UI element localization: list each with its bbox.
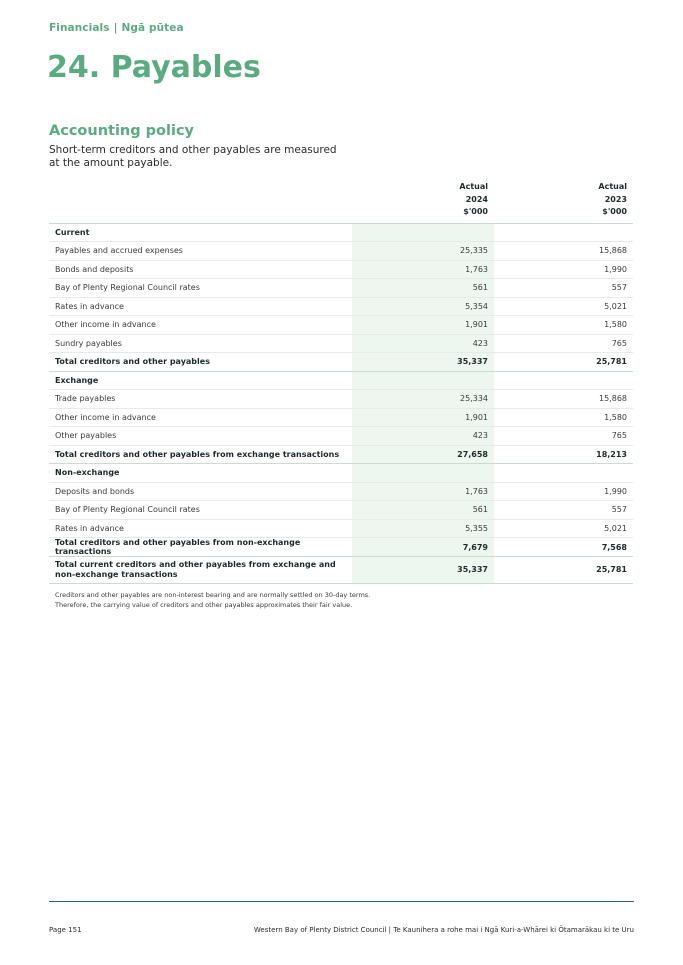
table-header-row — [49, 181, 633, 223]
value-2023: 557 — [494, 279, 633, 298]
grand-total-row — [49, 557, 633, 584]
row-label: Total creditors and other payables — [49, 353, 352, 372]
footnote-line1: Creditors and other payables are non-interest bearing and are normally settled on 30-day terms. — [55, 591, 371, 599]
value-2024: 1,763 — [352, 260, 494, 279]
row-label: Non-exchange — [49, 464, 352, 483]
row-label: Bay of Plenty Regional Council rates — [49, 279, 352, 298]
header-2023-line3: $'000 — [602, 207, 627, 216]
value-2023 — [494, 223, 633, 242]
table-row — [49, 427, 633, 446]
group-row-exchange — [49, 371, 633, 390]
row-label: Trade payables — [49, 390, 352, 409]
value-2024 — [352, 371, 494, 390]
total-row-non-exchange — [49, 538, 633, 557]
value-2024: 1,901 — [352, 316, 494, 335]
table-row — [49, 390, 633, 409]
page-number: Page 151 — [49, 926, 82, 934]
row-label: Bonds and deposits — [49, 260, 352, 279]
row-label: Sundry payables — [49, 334, 352, 353]
section-label — [49, 22, 184, 34]
table-row — [49, 242, 633, 261]
table-row — [49, 334, 633, 353]
value-2024 — [352, 223, 494, 242]
value-2023 — [494, 464, 633, 483]
footer-organisation: Western Bay of Plenty District Council | Te Kaunihera a rohe mai i Ngā Kuri-a-Whārei ki Ōtamarākau ki te Uru — [253, 926, 634, 934]
value-2023: 1,990 — [494, 260, 633, 279]
table-row — [49, 297, 633, 316]
policy-heading: Accounting policy — [49, 123, 194, 139]
row-label: Other income in advance — [49, 408, 352, 427]
value-2024: 5,355 — [352, 519, 494, 538]
row-label: Exchange — [49, 371, 352, 390]
value-2024: 35,337 — [352, 557, 494, 584]
header-2023 — [494, 181, 633, 223]
value-2024: 1,901 — [352, 408, 494, 427]
total-row-exchange — [49, 445, 633, 464]
value-2024: 423 — [352, 427, 494, 446]
value-2024: 25,334 — [352, 390, 494, 409]
table-row — [49, 316, 633, 335]
row-label: Rates in advance — [49, 297, 352, 316]
section-separator: | — [113, 22, 118, 34]
footer-divider — [49, 901, 634, 902]
value-2023: 1,580 — [494, 408, 633, 427]
value-2023: 7,568 — [494, 538, 633, 557]
value-2023: 765 — [494, 427, 633, 446]
table-row — [49, 260, 633, 279]
header-2024-line3: $'000 — [463, 207, 488, 216]
value-2023: 1,990 — [494, 482, 633, 501]
header-2024-line1: Actual — [459, 182, 488, 191]
payables-table — [49, 181, 633, 584]
row-label: Other income in advance — [49, 316, 352, 335]
header-2023-line1: Actual — [598, 182, 627, 191]
payables-table-container — [49, 181, 633, 584]
table-row — [49, 501, 633, 520]
footnote-line2: Therefore, the carrying value of creditors and other payables approximates their fair value. — [55, 601, 353, 609]
section-label-maori: Ngā pūtea — [121, 22, 184, 34]
page-title: 24. Payables — [47, 50, 261, 85]
table-row — [49, 279, 633, 298]
row-label: Deposits and bonds — [49, 482, 352, 501]
value-2024: 25,335 — [352, 242, 494, 261]
table-row — [49, 408, 633, 427]
value-2023: 765 — [494, 334, 633, 353]
value-2023: 5,021 — [494, 519, 633, 538]
value-2023: 5,021 — [494, 297, 633, 316]
footnote — [55, 590, 555, 610]
value-2024: 423 — [352, 334, 494, 353]
value-2023: 25,781 — [494, 557, 633, 584]
value-2024: 561 — [352, 501, 494, 520]
policy-text: Short-term creditors and other payables are measured at the amount payable. — [49, 144, 337, 169]
row-label: Payables and accrued expenses — [49, 242, 352, 261]
header-label-cell — [49, 181, 352, 223]
total-row-current — [49, 353, 633, 372]
value-2023: 15,868 — [494, 242, 633, 261]
row-label: Total current creditors and other payables from exchange and non-exchange transactions — [49, 557, 352, 584]
value-2023: 18,213 — [494, 445, 633, 464]
value-2024: 1,763 — [352, 482, 494, 501]
value-2023: 25,781 — [494, 353, 633, 372]
value-2024: 35,337 — [352, 353, 494, 372]
value-2024: 5,354 — [352, 297, 494, 316]
row-label: Total creditors and other payables from exchange transactions — [49, 445, 352, 464]
group-row-current — [49, 223, 633, 242]
value-2024 — [352, 464, 494, 483]
value-2023: 15,868 — [494, 390, 633, 409]
section-label-english: Financials — [49, 22, 110, 34]
value-2023: 557 — [494, 501, 633, 520]
row-label: Bay of Plenty Regional Council rates — [49, 501, 352, 520]
row-label: Current — [49, 223, 352, 242]
value-2023: 1,580 — [494, 316, 633, 335]
value-2024: 7,679 — [352, 538, 494, 557]
table-row — [49, 519, 633, 538]
header-2024-line2: 2024 — [465, 194, 488, 204]
header-2023-line2: 2023 — [604, 194, 627, 204]
value-2024: 561 — [352, 279, 494, 298]
header-2024 — [352, 181, 494, 223]
table-row — [49, 482, 633, 501]
value-2023 — [494, 371, 633, 390]
value-2024: 27,658 — [352, 445, 494, 464]
row-label: Total creditors and other payables from non-exchange transactions — [49, 538, 352, 557]
row-label: Rates in advance — [49, 519, 352, 538]
row-label: Other payables — [49, 427, 352, 446]
group-row-non-exchange — [49, 464, 633, 483]
